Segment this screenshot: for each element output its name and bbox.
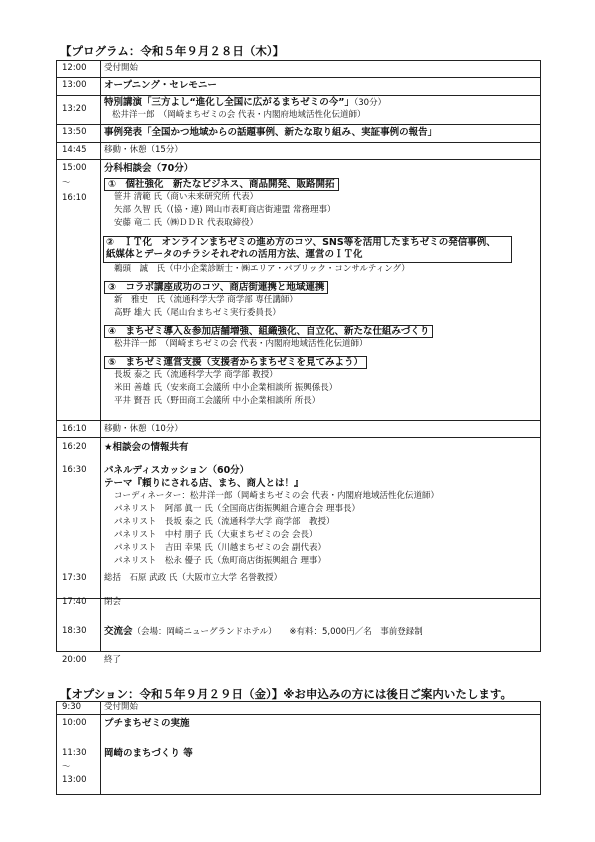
time-label: 18:30 [62, 626, 87, 636]
option-heading: 【オプション：令和５年９月２９日（金）】※お申込みの方には後日ご案内いたします。 [60, 687, 512, 701]
time-label: 17:40 [62, 597, 87, 607]
session-1-panel: 笹井 清範 氏（商い未来研究所 代表） [114, 192, 259, 202]
session-5-panel: 長坂 泰之 氏（流通科学大学 商学部 教授） [114, 370, 278, 380]
time-label: 9:30 [62, 702, 82, 712]
program-heading: 【プログラム：令和５年９月２８日（木）】 [60, 44, 285, 58]
special-lecture [104, 97, 386, 109]
session-title: 分科相談会（70分） [104, 163, 194, 174]
option-town-planning: 岡崎のまちづくり 等 [104, 748, 193, 759]
panel-member: コーディネーター：松井洋一郎（岡崎まちゼミの会 代表・内閣府地域活性化伝道師） [114, 491, 440, 501]
session-3-panel: 高野 雄大 氏（尾山台まちゼミ実行委員長） [114, 308, 281, 318]
option-reception: 受付開始 [104, 702, 139, 712]
session-4-panel: 松井洋一郎 （岡崎まちゼミの会 代表・内閣府地域活性化伝道師） [114, 339, 368, 349]
time-label: 17:30 [62, 573, 87, 583]
panel-discussion: パネルディスカッション（60分） [104, 465, 250, 476]
panel-member: パネリスト 松永 優子 氏（魚町商店街振興組合 理事） [114, 556, 326, 566]
summary: 総括 石原 武政 氏（大阪市立大学 名誉教授） [104, 573, 283, 583]
reception-party [104, 626, 423, 638]
session-3-panel: 新 雅史 氏（流通科学大学 商学部 専任講師） [114, 295, 298, 305]
time-label: 20:00 [62, 655, 87, 665]
time-label: 10:00 [62, 718, 87, 728]
session-1-panel: 安藤 竜二 氏（㈱ＤＤＲ 代表取締役） [114, 218, 259, 228]
time-label: 13:00 [62, 80, 87, 90]
time-label: 13:00 [62, 775, 87, 785]
session-5-panel: 平井 賢吾 氏（野田商工会議所 中小企業相談所 所長） [114, 396, 321, 406]
time-label: ～ [62, 178, 71, 188]
closing: 閉会 [104, 597, 122, 607]
session-1-panel: 矢部 久智 氏（(協・連) 岡山市表町商店街連盟 常務理事） [114, 205, 336, 215]
session-2-title-cont: 紙媒体とデータのチラシそれぞれの活用方法、運営のＩＴ化 [106, 249, 363, 260]
time-label: 13:20 [62, 104, 87, 114]
time-label: 11:30 [62, 748, 87, 758]
option-mini-zemi: プチまちゼミの実施 [104, 718, 190, 729]
session-2-panel: 鵜頭 誠 氏（中小企業診断士・㈱エリア・パブリック・コンサルティング） [114, 264, 410, 274]
opening-ceremony: オープニング・セレモニー [104, 80, 217, 91]
panel-member: パネリスト 阿部 眞一 氏（全国商店街振興組合連合会 理事長） [114, 504, 360, 514]
time-label: 14:45 [62, 145, 87, 155]
break-15: 移動・休憩（15分） [104, 145, 183, 155]
reception-party-note: （会場：岡崎ニューグランドホテル） ※有料：5,000円／名 事前登録制 [132, 627, 423, 637]
panel-member: パネリスト 吉田 幸果 氏（川越まちゼミの会 副代表） [114, 543, 326, 553]
special-lecture-duration: （30分） [354, 98, 387, 108]
session-5-panel: 米田 善雄 氏（安来商工会議所 中小企業相談所 振興係長） [114, 383, 338, 393]
time-label: ～ [62, 762, 71, 772]
session-3-title: ③ コラボ講座成功のコツ、商店街連携と地域連携 [104, 281, 328, 294]
time-label: 16:30 [62, 465, 87, 475]
time-label: 16:10 [62, 193, 87, 203]
end: 終了 [104, 655, 122, 665]
break-10: 移動・休憩（10分） [104, 424, 183, 434]
info-share: ★相談会の情報共有 [104, 442, 189, 453]
time-label: 16:10 [62, 424, 87, 434]
special-lecture-title: 特別講演「三方よし“進化し全国に広がるまちゼミの今”」 [104, 97, 354, 108]
time-label: 12:00 [62, 63, 87, 73]
reception: 受付開始 [104, 63, 139, 73]
panel-theme: テーマ『頼りにされる店、まち、商人とは！』 [104, 478, 304, 489]
panel-member: パネリスト 長坂 泰之 氏（流通科学大学 商学部 教授） [114, 517, 335, 527]
lecturer: 松井洋一郎 （岡崎まちゼミの会 代表・内閣府地域活性化伝道師） [112, 110, 366, 120]
case-presentation: 事例発表「全国かつ地域からの話題事例、新たな取り組み、実証事例の報告」 [104, 127, 438, 138]
time-label: 15:00 [62, 163, 87, 173]
time-label: 13:50 [62, 127, 87, 137]
panel-member: パネリスト 中村 朋子 氏（大東まちゼミの会 会長） [114, 530, 318, 540]
content-cell [101, 61, 541, 78]
time-label: 16:20 [62, 442, 87, 452]
reception-party-title: 交流会 [104, 626, 133, 637]
session-2-title: ② ＩＴ化 オンラインまちゼミの進め方のコツ、SNS等を活用したまちゼミの発信事例、 [106, 237, 496, 248]
session-5-title: ⑤ まちゼミ運営支援（支援者からまちゼミを見てみよう） [104, 356, 367, 369]
session-1-title: ① 個社強化 新たなビジネス、商品開発、販路開拓 [104, 178, 339, 191]
session-4-title: ④ まちゼミ導入＆参加店舗増強、組織強化、自立化、新たな仕組みづくり [104, 325, 433, 338]
